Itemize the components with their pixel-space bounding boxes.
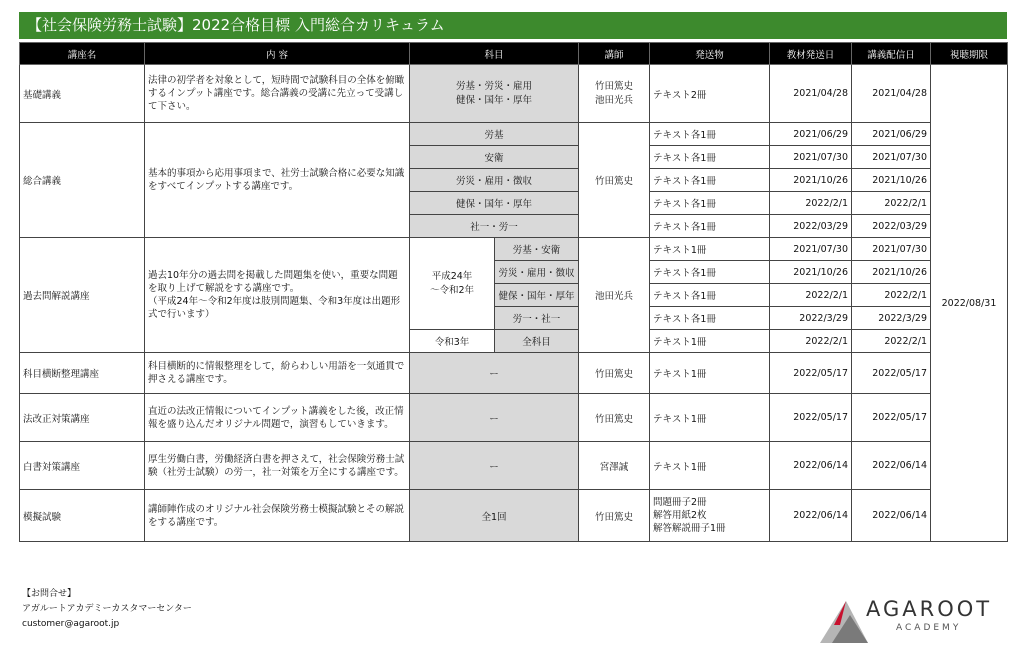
table-row [20, 65, 1008, 123]
course-description: 科目横断的に情報整理をして，紛らわしい用語を一気通貫で押さえる講座です。 [145, 353, 410, 394]
table-header-row [20, 43, 1008, 65]
course-deliver-date: 2022/05/17 [852, 353, 931, 394]
course-description: 講師陣作成のオリジナル社会保険労務士模擬試験とその解説をする講座です。 [145, 490, 410, 542]
course-description: 厚生労働白書，労働経済白書を押さえて，社会保険労務士試験（社労士試験）の労一，社一対策を万全にする講座です。 [145, 442, 410, 490]
course-ship-date: 2022/2/1 [770, 192, 852, 215]
course-subject: 安衛 [410, 146, 579, 169]
course-deliver-date: 2022/2/1 [852, 192, 931, 215]
logo-wordmark: AGAROOT [866, 597, 993, 621]
header-subject: 科目 [410, 43, 579, 65]
course-subject: 労基・安衛 [495, 238, 579, 261]
period-label: 平成24年 ～令和2年 [410, 238, 495, 330]
header-viewing-deadline: 視聴期限 [931, 43, 1008, 65]
course-ship-date: 2022/2/1 [770, 330, 852, 353]
course-name: 過去問解説講座 [20, 238, 145, 353]
contact-info [22, 587, 192, 632]
table-row [20, 394, 1008, 442]
course-teacher: 竹田篤史 [579, 490, 650, 542]
course-subject: 全科目 [495, 330, 579, 353]
table-row [20, 123, 1008, 146]
table-row [20, 238, 1008, 261]
course-shipment: テキスト各1冊 [650, 261, 770, 284]
header-content: 内 容 [145, 43, 410, 65]
course-subject: 労災・雇用・徴収 [495, 261, 579, 284]
course-name: 総合講義 [20, 123, 145, 238]
header-deliver-date: 講義配信日 [852, 43, 931, 65]
course-description: 過去10年分の過去問を掲載した問題集を使い，重要な問題を取り上げて解説をする講座です。 （平成24年～令和2年度は肢別問題集、令和3年度は出題形式で行います） [145, 238, 410, 353]
course-deliver-date: 2022/06/14 [852, 490, 931, 542]
curriculum-table [19, 42, 1008, 542]
viewing-deadline: 2022/08/31 [931, 65, 1008, 542]
course-subject: 労災・雇用・徴収 [410, 169, 579, 192]
course-teacher: 竹田篤史 [579, 353, 650, 394]
course-ship-date: 2022/06/14 [770, 490, 852, 542]
course-ship-date: 2022/06/14 [770, 442, 852, 490]
course-ship-date: 2022/03/29 [770, 215, 852, 238]
course-shipment: テキスト各1冊 [650, 215, 770, 238]
period-label: 令和3年 [410, 330, 495, 353]
course-shipment: テキスト1冊 [650, 442, 770, 490]
course-deliver-date: 2021/07/30 [852, 238, 931, 261]
course-description: 直近の法改正情報についてインプット講義をした後，改正情報を盛り込んだオリジナル問題で，演習もしていきます。 [145, 394, 410, 442]
course-subject: 全1回 [410, 490, 579, 542]
course-name: 法改正対策講座 [20, 394, 145, 442]
course-shipment: テキスト各1冊 [650, 123, 770, 146]
course-ship-date: 2021/07/30 [770, 146, 852, 169]
course-deliver-date: 2022/05/17 [852, 394, 931, 442]
course-ship-date: 2022/05/17 [770, 353, 852, 394]
course-shipment: テキスト2冊 [650, 65, 770, 123]
course-teacher: 竹田篤史 [579, 123, 650, 238]
course-ship-date: 2022/3/29 [770, 307, 852, 330]
course-deliver-date: 2021/07/30 [852, 146, 931, 169]
table-row [20, 353, 1008, 394]
logo-subtitle: ACADEMY [896, 623, 962, 633]
contact-email[interactable]: customer@agaroot.jp [22, 619, 120, 629]
table-row [20, 442, 1008, 490]
course-subject: 労基・労災・雇用 健保・国年・厚年 [410, 65, 579, 123]
course-name: 白書対策講座 [20, 442, 145, 490]
course-subject: 健保・国年・厚年 [495, 284, 579, 307]
course-shipment: テキスト各1冊 [650, 169, 770, 192]
header-ship-date: 教材発送日 [770, 43, 852, 65]
course-subject: 健保・国年・厚年 [410, 192, 579, 215]
course-teacher: 竹田篤史 池田光兵 [579, 65, 650, 123]
course-deliver-date: 2022/06/14 [852, 442, 931, 490]
course-subject: 社一・労一 [410, 215, 579, 238]
page-title: 【社会保険労務士試験】2022合格目標 入門総合カリキュラム [19, 12, 1007, 39]
course-ship-date: 2022/2/1 [770, 284, 852, 307]
header-shipment: 発送物 [650, 43, 770, 65]
course-ship-date: 2021/06/29 [770, 123, 852, 146]
course-deliver-date: 2021/04/28 [852, 65, 931, 123]
course-shipment: テキスト1冊 [650, 394, 770, 442]
contact-center: アガルートアカデミーカスタマーセンター [22, 604, 192, 614]
course-teacher: 宮澤誠 [579, 442, 650, 490]
course-deliver-date: 2022/2/1 [852, 284, 931, 307]
course-ship-date: 2021/10/26 [770, 169, 852, 192]
course-deliver-date: 2021/10/26 [852, 169, 931, 192]
course-subject: 労基 [410, 123, 579, 146]
course-description: 法律の初学者を対象として，短時間で試験科目の全体を俯瞰するインプット講座です。総合講義の受講に先立って受講して下さい。 [145, 65, 410, 123]
course-teacher: 池田光兵 [579, 238, 650, 353]
course-ship-date: 2022/05/17 [770, 394, 852, 442]
course-shipment: 問題冊子2冊 解答用紙2枚 解答解説冊子1冊 [650, 490, 770, 542]
course-name: 模擬試験 [20, 490, 145, 542]
contact-heading: 【お問合せ】 [22, 589, 77, 599]
course-subject: ー [410, 394, 579, 442]
course-subject: ー [410, 442, 579, 490]
course-name: 基礎講義 [20, 65, 145, 123]
course-deliver-date: 2021/10/26 [852, 261, 931, 284]
course-shipment: テキスト1冊 [650, 353, 770, 394]
course-shipment: テキスト1冊 [650, 238, 770, 261]
course-shipment: テキスト各1冊 [650, 146, 770, 169]
course-shipment: テキスト各1冊 [650, 192, 770, 215]
course-name: 科目横断整理講座 [20, 353, 145, 394]
course-deliver-date: 2022/03/29 [852, 215, 931, 238]
course-shipment: テキスト各1冊 [650, 307, 770, 330]
header-teacher: 講師 [579, 43, 650, 65]
header-course: 講座名 [20, 43, 145, 65]
course-subject: ー [410, 353, 579, 394]
course-shipment: テキスト各1冊 [650, 284, 770, 307]
course-ship-date: 2021/07/30 [770, 238, 852, 261]
table-row [20, 490, 1008, 542]
course-ship-date: 2021/04/28 [770, 65, 852, 123]
course-deliver-date: 2021/06/29 [852, 123, 931, 146]
course-deliver-date: 2022/2/1 [852, 330, 931, 353]
course-subject: 労一・社一 [495, 307, 579, 330]
course-shipment: テキスト1冊 [650, 330, 770, 353]
course-ship-date: 2021/10/26 [770, 261, 852, 284]
course-teacher: 竹田篤史 [579, 394, 650, 442]
course-description: 基本的事項から応用事項まで、社労士試験合格に必要な知識をすべてインプットする講座です。 [145, 123, 410, 238]
course-deliver-date: 2022/3/29 [852, 307, 931, 330]
